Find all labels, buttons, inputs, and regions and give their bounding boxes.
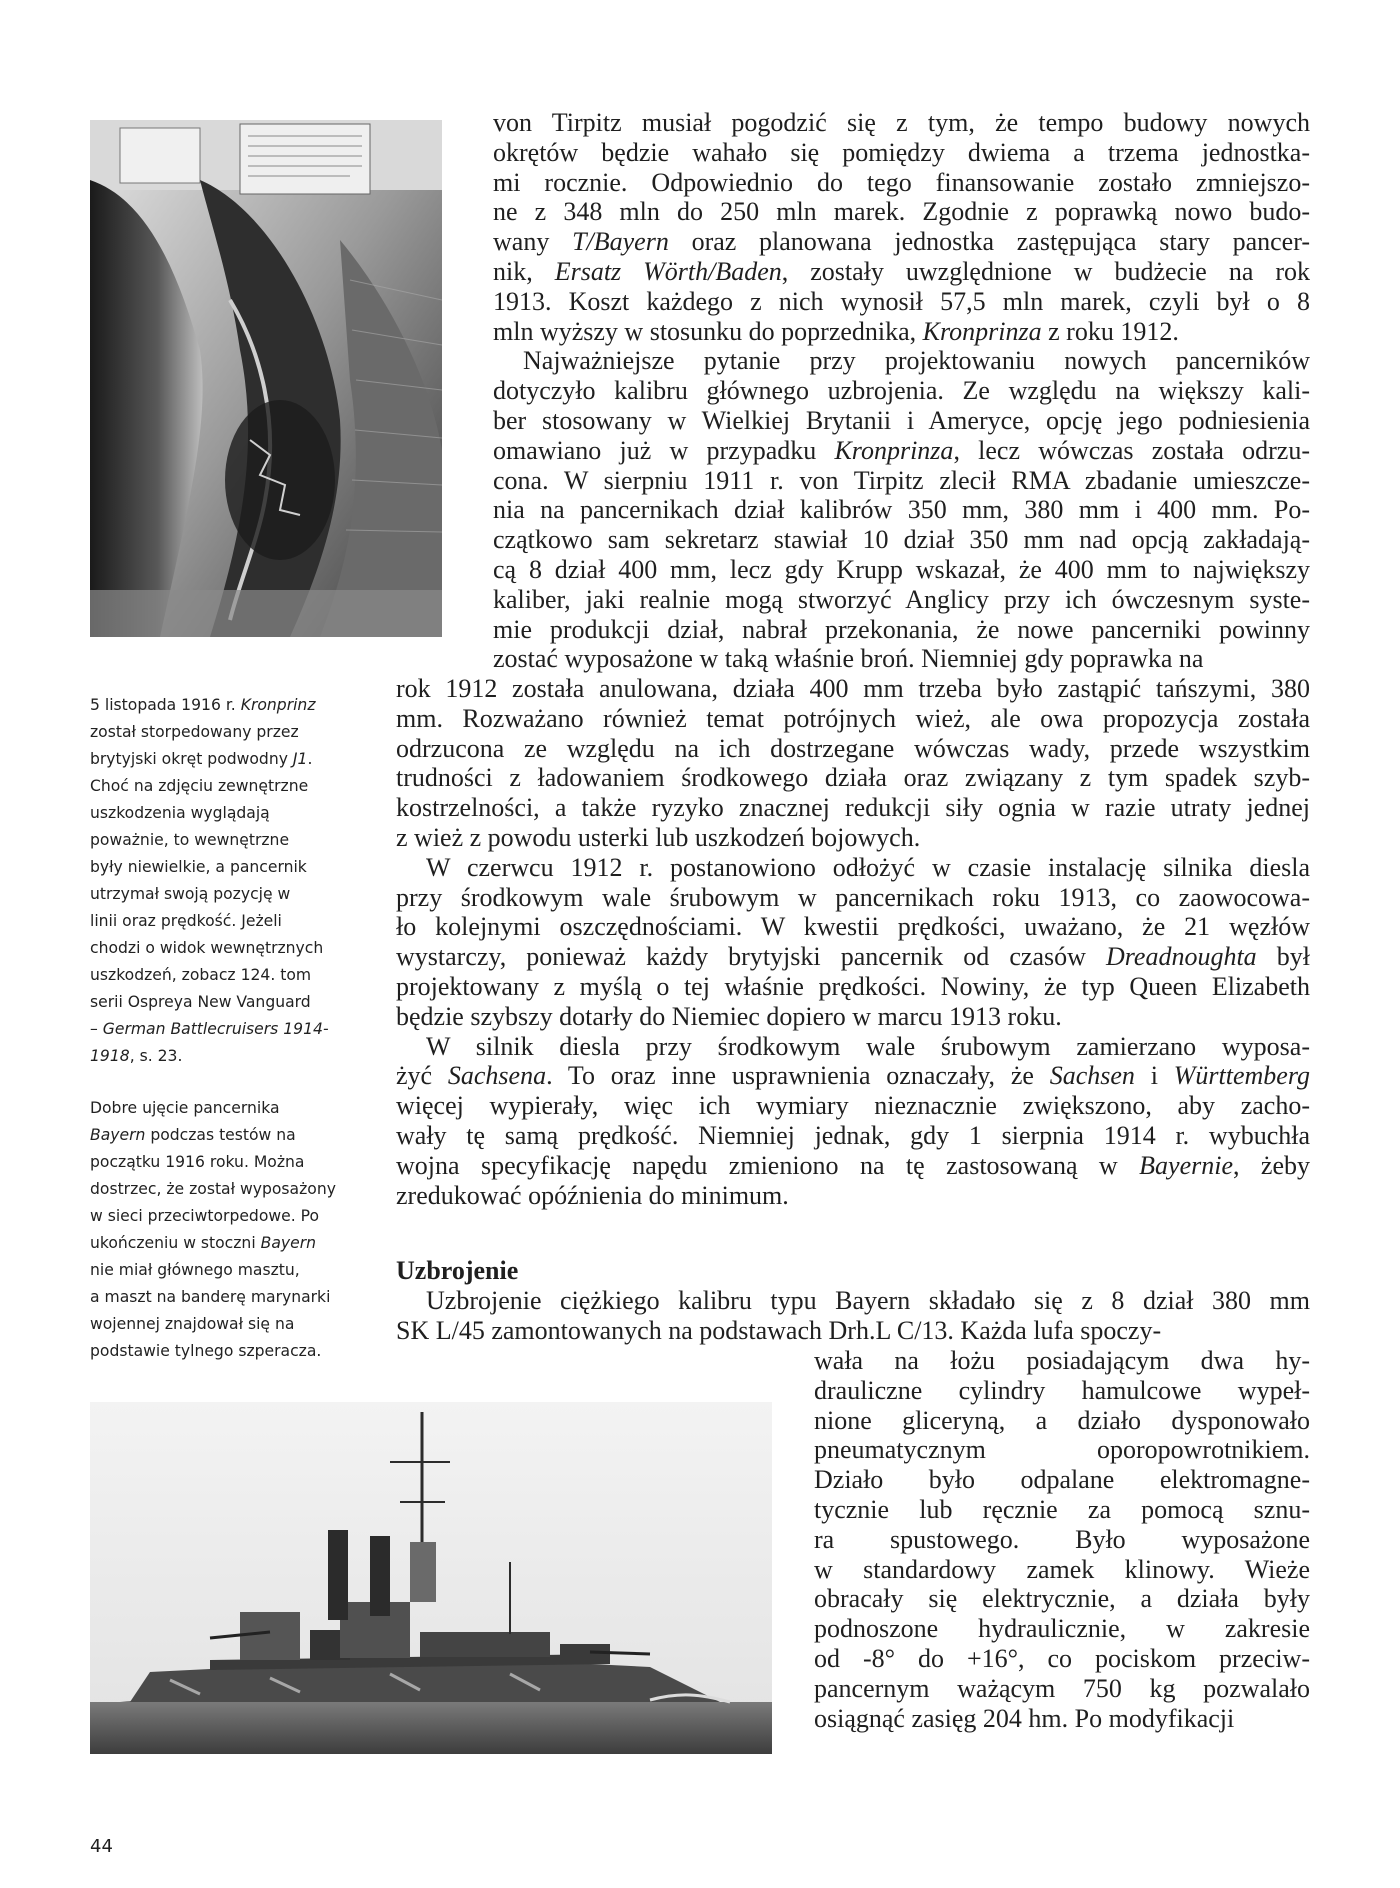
text-segment: ra spustowego. Było wyposażone [814,1524,1310,1554]
text-line [814,1704,1310,1734]
italic-text: Ersatz Wörth/Baden [554,256,782,286]
text-line [396,1061,1310,1091]
text-segment: ukończeniu w stoczni [90,1234,261,1252]
text-segment: z roku 1912. [1041,316,1179,346]
text-armament-narrow [814,1346,1310,1733]
text-line [493,227,1310,257]
text-segment: . To oraz inne usprawnienia oznaczały, że [546,1061,1050,1091]
caption-line [90,719,352,746]
italic-text: Bayern [260,1234,316,1252]
text-segment: nik, [493,256,555,286]
text-line [396,674,1310,704]
text-segment: poważnie, to wewnętrzne [90,831,290,849]
caption-line [90,827,352,854]
text-segment: kostrzelności, a także ryzyko znacznej redukcji siły ognia w razie utraty jednej [396,793,1310,823]
caption-line [90,746,352,773]
battleship-bayern-photo [90,1402,772,1754]
italic-text: Kronprinza [922,316,1042,346]
text-segment: cą 8 dział 400 mm, lecz gdy Krupp wskazał, że 400 mm to największy [493,554,1310,584]
text-segment: oraz planowana jednostka zastępująca stary pancer- [668,227,1310,257]
text-segment: von Tirpitz musiał pogodzić się z tym, że tempo budowy nowych [493,108,1310,137]
text-segment: serii Ospreya New Vanguard [90,993,311,1011]
text-segment: w standardowy zamek klinowy. Wieże [814,1554,1310,1584]
text-segment: omawiano już w przypadku [493,435,835,465]
text-line [493,138,1310,168]
caption-line [90,1043,352,1070]
text-segment: okrętów będzie wahało się pomiędzy dwiema a trzema jednostka- [493,137,1310,167]
text-line [396,942,1310,972]
italic-text: Dreadnoughta [1105,942,1257,972]
text-segment: Najważniejsze pytanie przy projektowaniu nowych pancerników [523,346,1310,376]
text-segment: był [1256,942,1310,972]
caption-line [90,989,352,1016]
text-segment: osiągnąć zasięg 204 hm. Po modyfikacji [814,1703,1235,1733]
text-line [493,168,1310,198]
text-segment: linii oraz prędkość. Jeżeli [90,912,282,930]
text-segment: dostrzec, że został wyposażony [90,1180,336,1198]
text-segment: , s. 23. [129,1047,183,1065]
text-line [493,466,1310,496]
text-segment: . [307,750,313,768]
text-line [814,1465,1310,1495]
text-segment: kaliber, jaki realnie mogą stworzyć Anglicy przy ich ówczesnym syste- [493,584,1310,614]
caption-kronprinz [90,692,352,1070]
text-segment: ne z 348 mln do 250 mln marek. Zgodnie z poprawką nowo budo- [493,197,1310,227]
text-line [396,1181,1310,1211]
text-line [396,972,1310,1002]
italic-text: Sachsena [447,1061,547,1091]
caption-line [90,1230,352,1257]
italic-text: Württemberg [1173,1061,1310,1091]
text-segment: podnoszone hydraulicznie, w zakresie [814,1614,1310,1644]
text-line [396,853,1310,883]
text-line [396,1002,1310,1032]
text-line [814,1376,1310,1406]
text-segment: i [1134,1061,1174,1091]
text-line [396,1286,1310,1316]
text-line [396,793,1310,823]
text-segment: początku 1916 roku. Można [90,1153,305,1171]
text-segment: pancernym ważącym 750 kg pozwalało [814,1673,1310,1703]
caption-line [90,692,352,719]
text-segment: – [90,1020,103,1038]
text-segment: wystarczy, ponieważ każdy brytyjski pancernik od czasów [396,942,1106,972]
text-line [493,287,1310,317]
text-column-top [493,108,1310,674]
text-line [814,1644,1310,1674]
text-segment: W czerwcu 1912 r. postanowiono odłożyć w czasie instalację silnika diesla [426,852,1310,882]
italic-text: J1 [292,750,308,768]
text-segment: mie produkcji dział, nabrał przekonania, że nowe pancerniki powinny [493,614,1310,644]
text-line [396,1091,1310,1121]
caption-line [90,773,352,800]
text-line [493,317,1310,347]
caption-line [90,1176,352,1203]
text-line [814,1614,1310,1644]
caption-line [90,1203,352,1230]
text-line [814,1435,1310,1465]
text-segment: nione gliceryną, a działo dysponowało [814,1405,1310,1435]
italic-text: German Battlecruisers 1914- [102,1020,329,1038]
text-column-middle [396,674,1310,1210]
text-segment: więcej wypierały, więc ich wymiary nieznacznie zwiększono, aby zacho- [396,1091,1310,1121]
text-line [493,406,1310,436]
text-line [493,585,1310,615]
text-segment: , zostały uwzględnione w budżecie na rok [781,256,1310,286]
text-segment: z wież z powodu usterki lub uszkodzeń bojowych. [396,822,921,852]
text-segment: czątkowo sam sekretarz stawiał 10 dział 350 mm nad opcją zakładają- [493,525,1310,555]
text-segment: mi rocznie. Odpowiednio do tego finansowanie zostało zmniejszo- [493,167,1310,197]
text-segment: projektowany z myślą o tej właśnie prędkości. Nowiny, że typ Queen Elizabeth [396,971,1310,1001]
text-line [814,1406,1310,1436]
text-segment: od -8° do +16°, co pociskom przeciw- [814,1643,1310,1673]
text-segment: wojna specyfikację napędu zmieniono na tę zastosowaną w [396,1150,1140,1180]
text-line [493,525,1310,555]
caption-line [90,1122,352,1149]
caption-line [90,881,352,908]
italic-text: Sachsen [1049,1061,1135,1091]
text-segment: wojennej znajdował się na [90,1315,295,1333]
text-segment: , lecz wówczas została odrzu- [953,435,1310,465]
text-segment: SK L/45 zamontowanych na podstawach Drh.L C/13. Każda lufa spoczy- [396,1315,1162,1345]
caption-line [90,1095,352,1122]
text-segment: wała na łożu posiadającym dwa hy- [814,1346,1310,1375]
text-line [493,436,1310,466]
italic-text: Bayernie [1139,1150,1233,1180]
italic-text: T/Bayern [572,227,669,257]
text-line [493,495,1310,525]
italic-text: 1918 [90,1047,130,1065]
text-line [396,734,1310,764]
text-line [814,1525,1310,1555]
text-segment: przy środkowym wale śrubowym w pancernikach roku 1913, co zaowocowa- [396,882,1310,912]
text-segment: Dobre ujęcie pancernika [90,1099,280,1117]
text-line [493,555,1310,585]
text-segment: 1913. Koszt każdego z nich wynosił 57,5 mln marek, czyli był o 8 [493,286,1310,316]
text-line [396,1032,1310,1062]
text-line [396,883,1310,913]
text-segment: tycznie lub ręcznie za pomocą sznu- [814,1494,1310,1524]
text-segment: żyć [396,1061,448,1091]
text-segment: nia na pancernikach dział kalibrów 350 mm, 380 mm i 400 mm. Po- [493,495,1310,525]
text-segment: chodzi o widok wewnętrznych [90,939,324,957]
text-segment: obracały się elektrycznie, a działa były [814,1584,1310,1614]
text-line [493,644,1310,674]
text-segment: 5 listopada 1916 r. [90,696,241,714]
text-segment: uszkodzeń, zobacz 124. tom [90,966,312,984]
text-segment: wany [493,227,573,257]
text-segment: W silnik diesla przy środkowym wale śrubowym zamierzano wyposa- [426,1031,1310,1061]
text-line [493,197,1310,227]
text-segment: rok 1912 została anulowana, działa 400 mm trzeba było zastąpić tańszymi, 380 [396,674,1310,703]
text-segment: , żeby [1232,1150,1310,1180]
caption-line [90,1311,352,1338]
text-segment: podstawie tylnego szperacza. [90,1342,322,1360]
caption-line [90,1149,352,1176]
hull-damage-photo [90,120,442,637]
text-segment: ber stosowany w Wielkiej Brytanii i Ameryce, opcję jego podniesienia [493,405,1310,435]
text-line [814,1495,1310,1525]
text-segment: utrzymał swoją pozycję w [90,885,291,903]
text-segment: trudności z ładowaniem środkowego działa oraz związany z tym spadek szyb- [396,763,1310,793]
text-segment: wały tę samą prędkość. Niemniej jednak, gdy 1 sierpnia 1914 r. wybuchła [396,1120,1310,1150]
text-line [493,257,1310,287]
text-line [396,1121,1310,1151]
page-number: 44 [90,1836,113,1857]
italic-text: Bayern [90,1126,146,1144]
text-segment: pneumatycznym oporopowrotnikiem. [814,1435,1310,1465]
text-line [396,1151,1310,1181]
text-armament-full [396,1286,1310,1346]
text-segment: uszkodzenia wyglądają [90,804,270,822]
italic-text: Kronprinza [834,435,954,465]
text-segment: podczas testów na [145,1126,296,1144]
text-line [493,615,1310,645]
text-segment: ło kolejnymi oszczędnościami. W kwestii prędkości, uważano, że 21 węzłów [396,912,1310,942]
text-segment: a maszt na banderę marynarki [90,1288,331,1306]
caption-line [90,908,352,935]
text-line [814,1555,1310,1585]
text-line [396,912,1310,942]
text-segment: cona. W sierpniu 1911 r. von Tirpitz zlecił RMA zbadanie umieszcze- [493,465,1310,495]
text-segment: drauliczne cylindry hamulcowe wypeł- [814,1375,1310,1405]
text-segment: został storpedowany przez [90,723,299,741]
text-line [814,1584,1310,1614]
text-segment: mm. Rozważano również temat potrójnych wież, ale owa propozycja została [396,703,1310,733]
text-segment: w sieci przeciwtorpedowe. Po [90,1207,320,1225]
caption-line [90,1257,352,1284]
italic-text: Kronprinz [240,696,316,714]
text-segment: zredukować opóźnienia do minimum. [396,1180,789,1210]
text-segment: były niewielkie, a pancernik [90,858,307,876]
text-line [814,1674,1310,1704]
text-line [396,823,1310,853]
text-line [396,763,1310,793]
text-segment: odrzucona ze względu na ich dostrzegane wówczas wady, przede wszystkim [396,733,1310,763]
text-line [814,1346,1310,1376]
text-line [396,1316,1310,1346]
text-segment: Choć na zdjęciu zewnętrzne [90,777,309,795]
text-line [493,346,1310,376]
text-segment: nie miał głównego masztu, [90,1261,300,1279]
text-line [493,376,1310,406]
text-segment: Uzbrojenie ciężkiego kalibru typu Bayern składało się z 8 dział 380 mm [426,1286,1310,1315]
caption-line [90,1016,352,1043]
section-heading-uzbrojenie: Uzbrojenie [396,1256,519,1285]
text-segment: mln wyższy w stosunku do poprzednika, [493,316,923,346]
caption-line [90,800,352,827]
caption-line [90,854,352,881]
text-line [493,108,1310,138]
caption-line [90,962,352,989]
caption-line [90,1284,352,1311]
text-segment: będzie szybszy dotarły do Niemiec dopiero w marcu 1913 roku. [396,1001,1062,1031]
caption-line [90,1338,352,1365]
text-segment: brytyjski okręt podwodny [90,750,293,768]
text-segment: zostać wyposażone w taką właśnie broń. Niemniej gdy poprawka na [493,644,1204,674]
text-line [396,704,1310,734]
caption-bayern [90,1095,352,1365]
text-segment: Działo było odpalane elektromagne- [814,1465,1310,1495]
text-segment: dotyczyło kalibru głównego uzbrojenia. Ze względu na większy kali- [493,376,1310,406]
caption-line [90,935,352,962]
